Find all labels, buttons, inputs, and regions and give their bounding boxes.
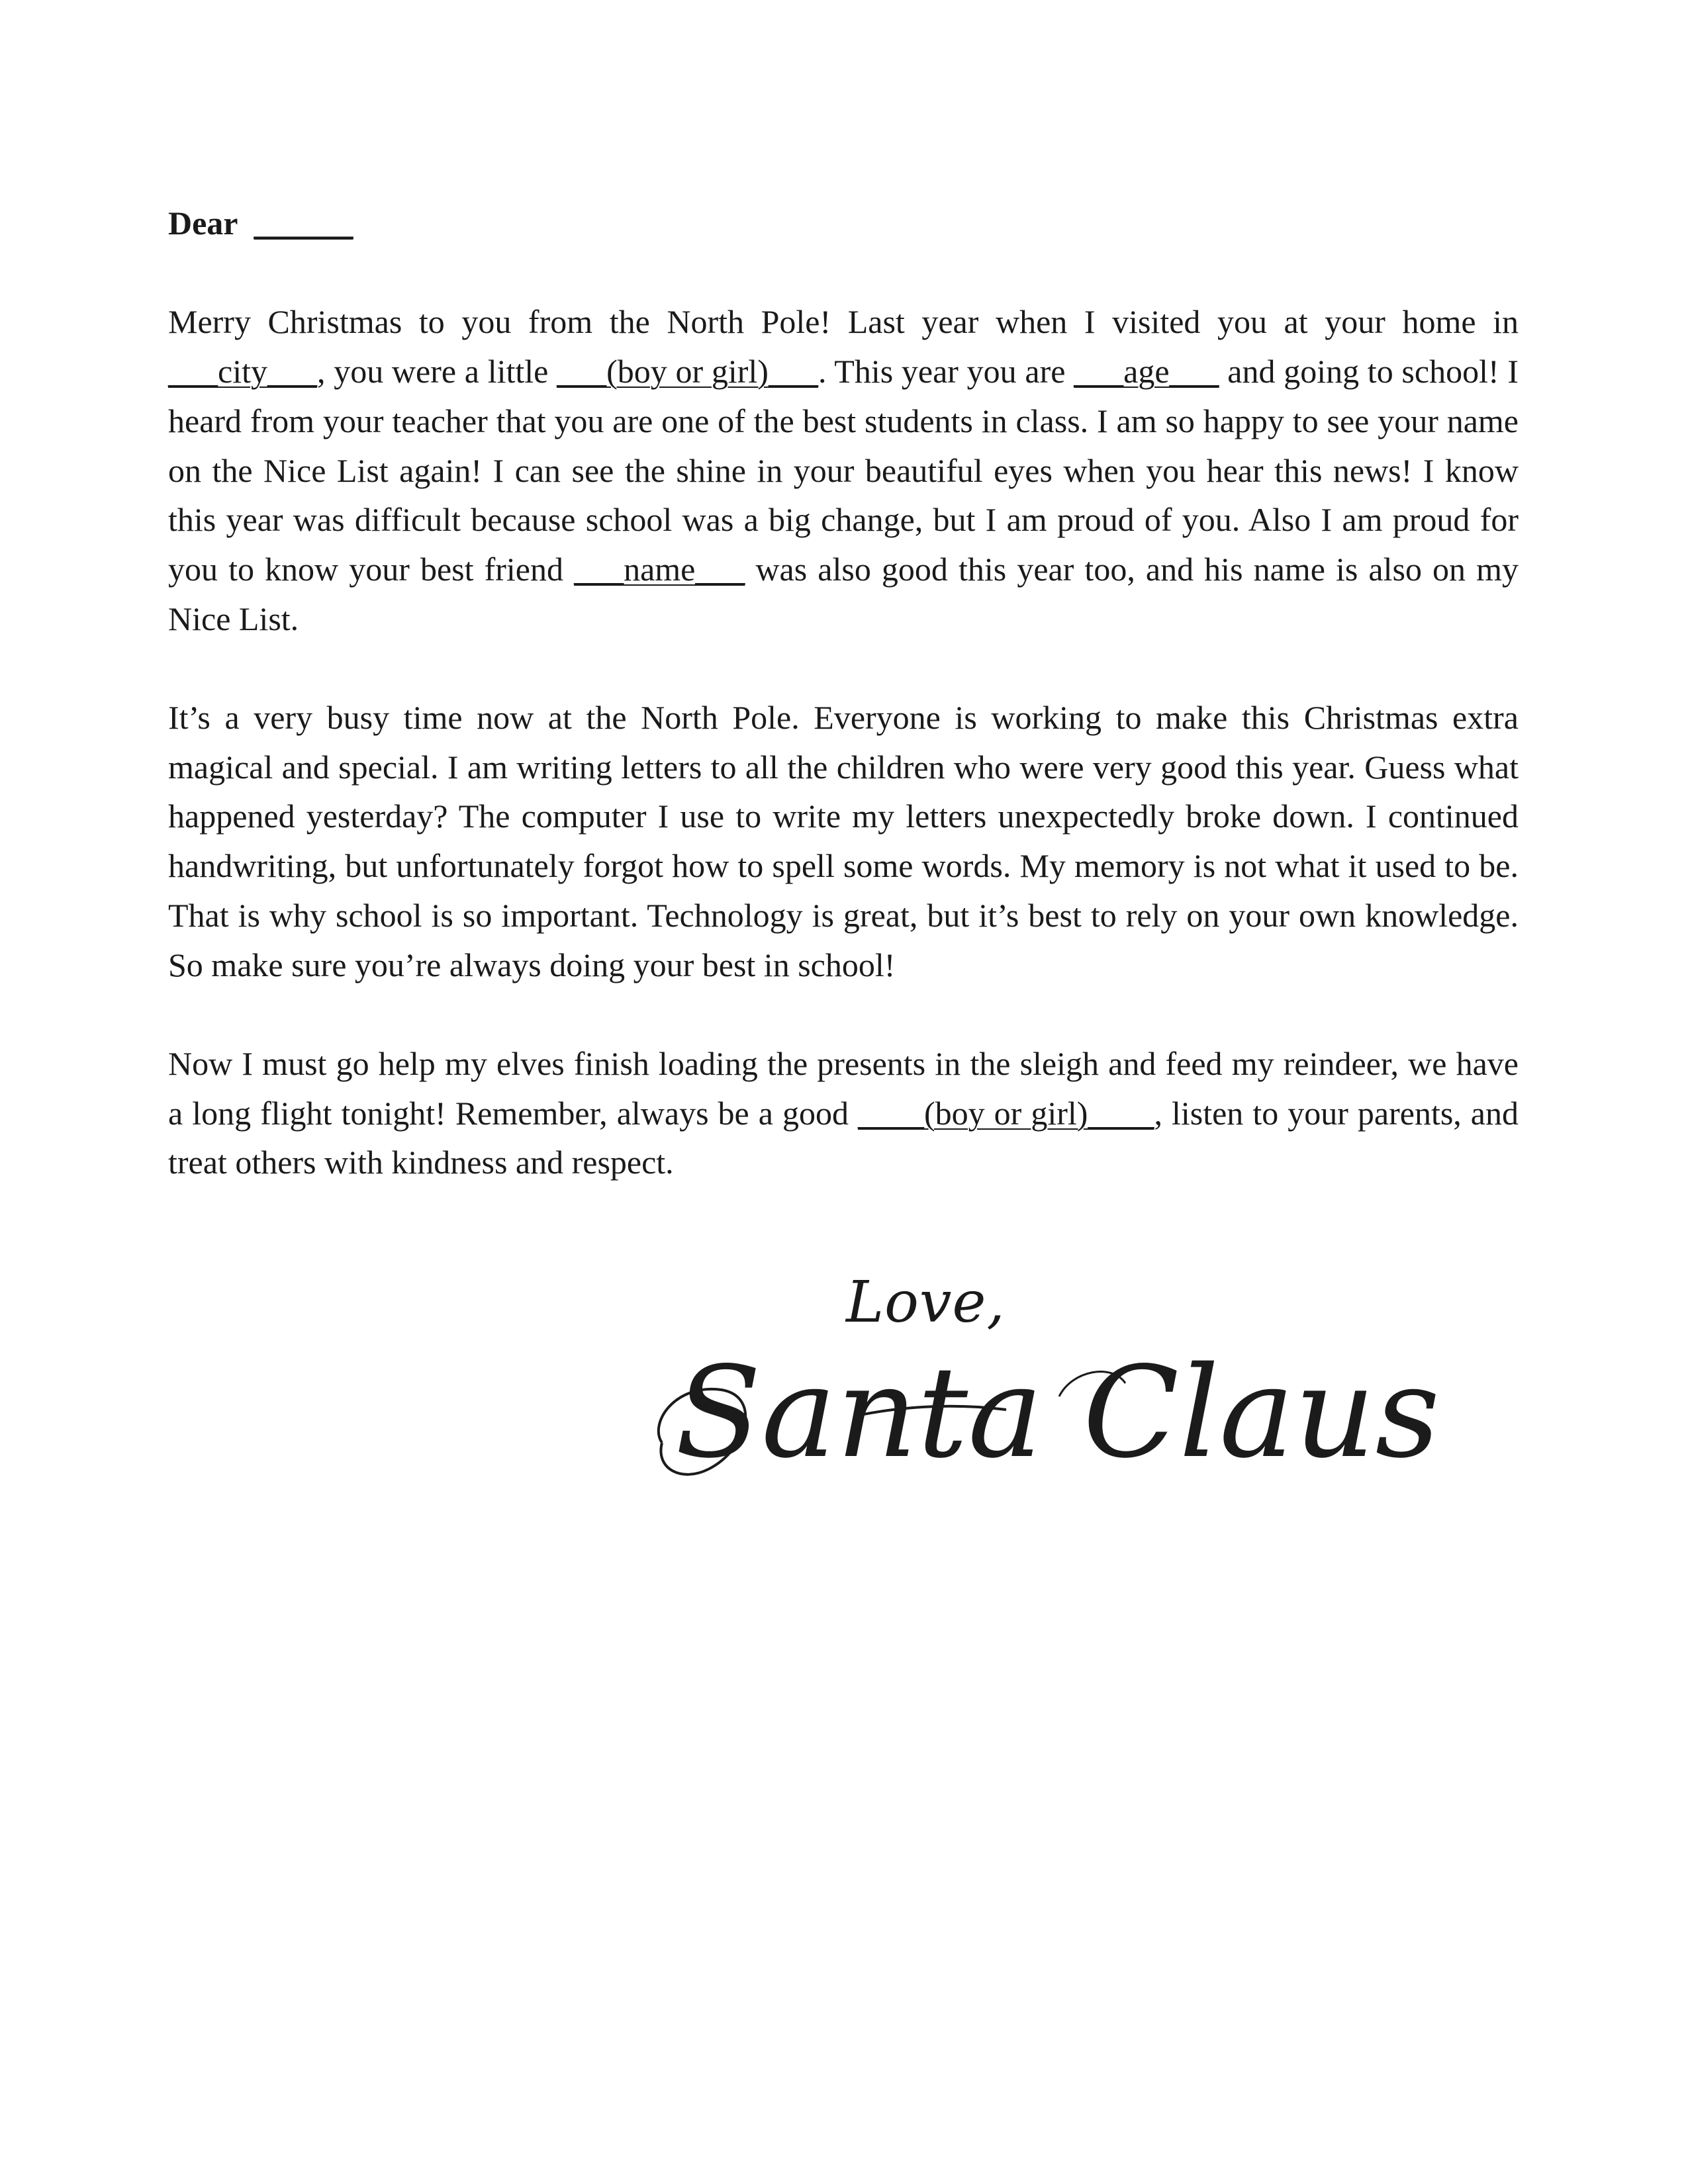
signature-text: Santa Claus (675, 1340, 1440, 1486)
paragraph-2: It’s a very busy time now at the North Pole. Everyone is working to make this Christmas extra magical and special. I am writing letters to all the children who were very good this year. Guess what happened yesterday? The computer I use to write my letters unexpectedly broke down. I continued handwriting, but unfortunately forgot how to spell some words. My memory is not what it used to be. That is why school is so important. Technology is great, but it’s best to rely on your own knowledge. So make sure you’re always doing your best in school! (168, 699, 1519, 983)
age-blank: ___age___ (1074, 353, 1219, 390)
paragraph-3-text-b: , listen to your parents, and treat others with kindness and respect. (168, 1094, 1519, 1181)
paragraph-1-text-b: , you were a little (316, 353, 557, 390)
signature-svg (635, 1340, 1440, 1496)
paragraph-1-text-a: Merry Christmas to you from the North Pole! Last year when I visited you at your home in (168, 303, 1519, 341)
closing-love: Love, (846, 1269, 1006, 1336)
paragraph-1-text-d: and going to school! I heard from your teacher that you are one of the best students in class. I am so happy to see your name on the Nice List again! I can see the shine in your beautiful eyes when you hear this news! I know this year was difficult because school was a big change, but I am proud of you. Also I am proud for you to know your best friend (168, 353, 1519, 588)
paragraph-3-text-a: Now I must go help my elves finish loading the presents in the sleigh and feed my reindeer, we have a long flight tonight! Remember, always be a good (168, 1044, 1519, 1132)
friend-name-blank: ___name___ (574, 550, 745, 588)
letter-body (168, 199, 1519, 1187)
greeting-line (168, 199, 1519, 248)
gender-blank: ___(boy or girl)___ (557, 353, 818, 390)
paragraph-1-text-c: . This year you are (818, 353, 1074, 390)
paragraph-1 (168, 297, 1519, 643)
recipient-name-blank: ______ (254, 205, 353, 242)
santa-signature (635, 1340, 1440, 1496)
paragraph-3 (168, 1039, 1519, 1187)
city-blank: ___city___ (168, 353, 317, 390)
greeting-word: Dear (168, 205, 238, 242)
paragraph-1-text-e: was also good this year too, and his name is also on my Nice List. (168, 550, 1519, 637)
gender-blank-2: ____(boy or girl)____ (858, 1094, 1154, 1132)
